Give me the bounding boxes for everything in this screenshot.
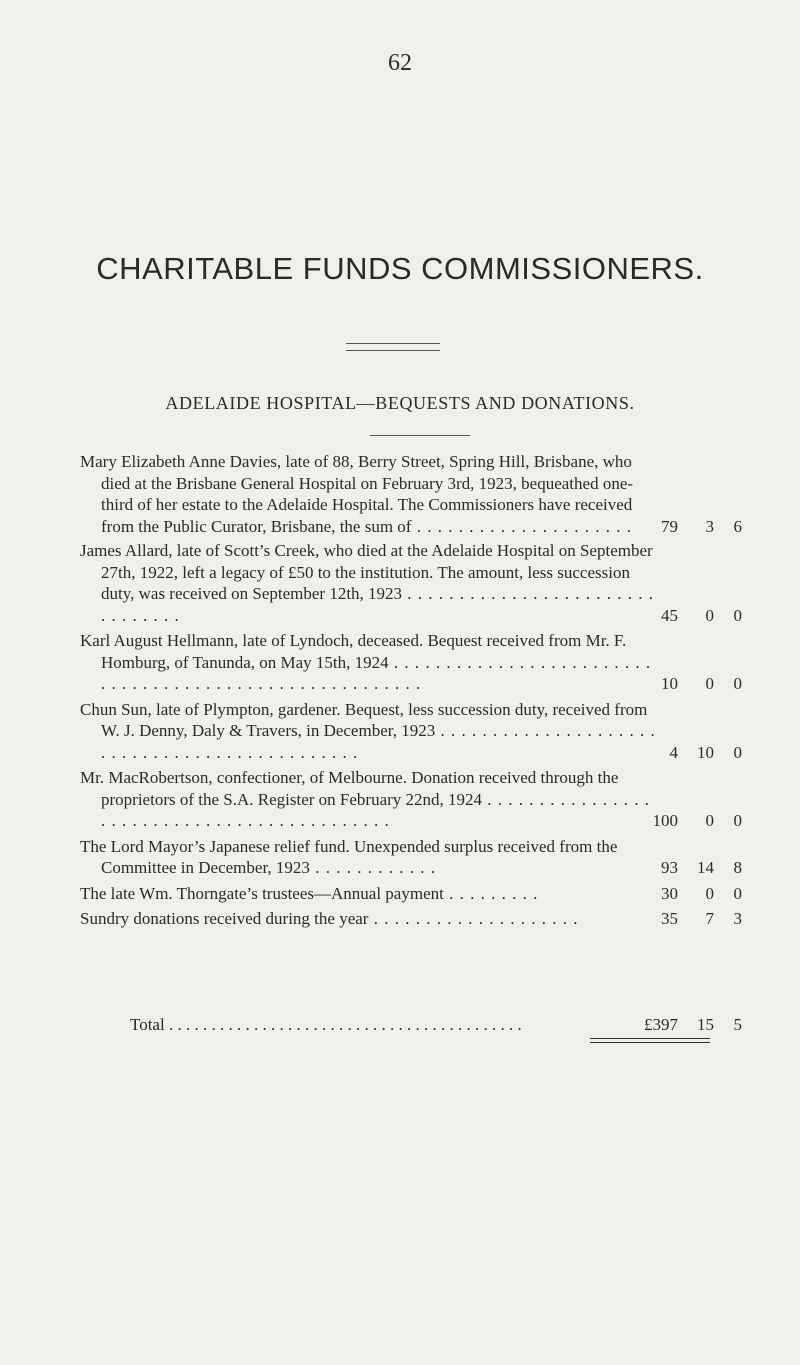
title-divider-bottom bbox=[346, 350, 440, 351]
entry-amount bbox=[620, 810, 756, 832]
amount-pence: 0 bbox=[733, 605, 742, 625]
total-shillings: 15 bbox=[697, 1015, 714, 1034]
entry-amount bbox=[620, 908, 756, 930]
bequest-entry bbox=[80, 767, 742, 832]
amount-pounds: 35 bbox=[661, 909, 678, 928]
total-pounds: £397 bbox=[644, 1015, 678, 1034]
amount-shillings: 0 bbox=[705, 883, 714, 903]
amount-pence: 0 bbox=[733, 883, 742, 903]
leader-dots: . . . . . . . . . bbox=[443, 883, 539, 903]
leader-dots: . . . . . . . . . . . . . . . . . . . . . . . . . . . . . . . . . . . . . . . . . . . . . . . . . . . . . . . . bbox=[101, 652, 652, 693]
amount-pounds: 4 bbox=[669, 742, 678, 762]
entry-amount bbox=[620, 516, 756, 538]
entry-text: Karl August Hellmann, late of Lyndoch, deceased. Bequest received from Mr. F. Homburg, of Tanunda, on May 15th, 1924 bbox=[80, 631, 627, 672]
entry-text: James Allard, late of Scott’s Creek, who died at the Adelaide Hospital on September 27th, 1922, left a legacy of £50 to the institution. The amount, less succession duty, was received on September 12th, 1923 bbox=[80, 541, 653, 603]
amount-pounds: 79 bbox=[661, 516, 678, 536]
amount-shillings: 0 bbox=[705, 811, 714, 830]
entry-text: Mary Elizabeth Anne Davies, late of 88, Berry Street, Spring Hill, Brisbane, who died at the Brisbane General Hospital on February 3rd, 1923, bequeathed one-third of her estate to the Adelaide Hospital. The Commissioners have received from the Public Curator, Brisbane, the sum of bbox=[80, 452, 634, 536]
total-double-rule-bottom bbox=[590, 1042, 710, 1043]
entry-amount bbox=[620, 673, 756, 695]
bequest-entry bbox=[80, 836, 742, 879]
bequest-entry bbox=[80, 883, 742, 905]
entry-text: The Lord Mayor’s Japanese relief fund. Unexpended surplus received from the Committee in December, 1923 bbox=[80, 836, 618, 877]
bequest-entry bbox=[80, 699, 742, 764]
amount-shillings: 0 bbox=[705, 674, 714, 693]
entry-amount bbox=[620, 742, 756, 764]
entry-amount bbox=[620, 883, 756, 905]
bequest-entry bbox=[80, 908, 742, 930]
section-divider bbox=[370, 435, 470, 436]
leader-dots: . . . . . . . . . . . . . . . . . . . . . . . . . . . . . . . . . . . . . . . . . . . . bbox=[101, 789, 651, 830]
total-row bbox=[130, 1014, 742, 1036]
bequest-entry bbox=[80, 451, 742, 537]
leader-dots: . . . . . . . . . . . . . . . . . . . . bbox=[368, 909, 579, 928]
amount-shillings: 3 bbox=[705, 516, 714, 536]
amount-shillings: 14 bbox=[697, 858, 714, 877]
total-label: Total bbox=[130, 1015, 165, 1034]
title-divider-top bbox=[346, 343, 440, 344]
bequest-entry bbox=[80, 630, 742, 695]
amount-pence: 6 bbox=[733, 516, 742, 536]
amount-pounds: 30 bbox=[661, 883, 678, 903]
entry-text: Sundry donations received during the year bbox=[80, 909, 369, 928]
amount-pounds: 100 bbox=[652, 811, 678, 830]
leader-dots: . . . . . . . . . . . . . . . . . . . . . . . . . . . . . . . . bbox=[101, 584, 655, 625]
section-heading: ADELAIDE HOSPITAL—BEQUESTS AND DONATIONS. bbox=[165, 393, 635, 413]
page-number: 62 bbox=[388, 50, 412, 76]
amount-shillings: 0 bbox=[705, 605, 714, 625]
leader-dots: . . . . . . . . . . . . . . . . . . . . . . . . . . . . . . . . . . . . . . . . . . . . . . bbox=[101, 721, 656, 762]
amount-pence: 3 bbox=[733, 909, 742, 928]
leader-dots: . . . . . . . . . . . . bbox=[309, 858, 436, 877]
bequest-list bbox=[80, 451, 742, 934]
amount-pence: 0 bbox=[733, 674, 742, 693]
amount-pounds: 93 bbox=[661, 858, 678, 877]
entry-amount bbox=[620, 605, 756, 627]
total-pence: 5 bbox=[733, 1015, 742, 1034]
total-double-rule-top bbox=[590, 1038, 710, 1039]
amount-pence: 0 bbox=[733, 742, 742, 762]
amount-pence: 0 bbox=[733, 811, 742, 830]
amount-shillings: 7 bbox=[705, 909, 714, 928]
amount-shillings: 10 bbox=[697, 742, 714, 762]
leader-dots: . . . . . . . . . . . . . . . . . . . . . . . . . . . . . . . . . . . . . . . . . . bbox=[164, 1015, 522, 1034]
amount-pounds: 10 bbox=[661, 674, 678, 693]
page-title: CHARITABLE FUNDS COMMISSIONERS. bbox=[96, 251, 704, 286]
total-amount bbox=[620, 1014, 756, 1036]
entry-text: Chun Sun, late of Plympton, gardener. Bequest, less succession duty, received from W. J. Denny, Daly & Travers, in December, 1923 bbox=[80, 699, 648, 740]
leader-dots: . . . . . . . . . . . . . . . . . . . . . bbox=[411, 516, 632, 536]
amount-pounds: 45 bbox=[661, 605, 678, 625]
amount-pence: 8 bbox=[733, 858, 742, 877]
entry-text: Mr. MacRobertson, confectioner, of Melbourne. Donation received through the proprietors of the S.A. Register on February 22nd, 1924 bbox=[80, 768, 619, 809]
bequest-entry bbox=[80, 540, 742, 626]
entry-text: The late Wm. Thorngate’s trustees—Annual payment bbox=[80, 883, 444, 903]
entry-amount bbox=[620, 857, 756, 879]
